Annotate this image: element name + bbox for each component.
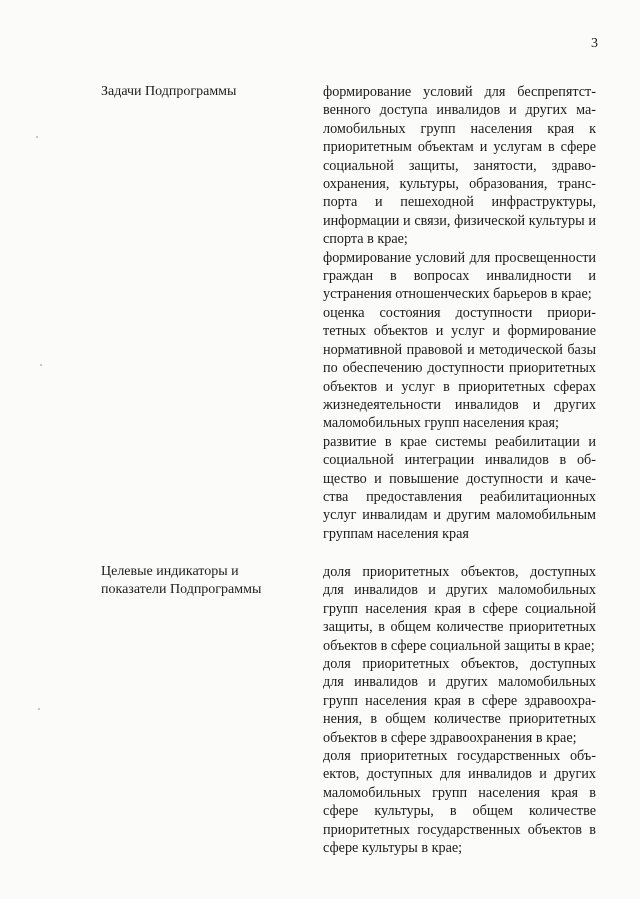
indicator-paragraph: доля приоритетных государственных объектов, доступных для инвалидов и других маломобильных групп населения края в сфере культуры, в общем количестве приоритетных государственных объектов в сфере культуры в крае;	[323, 748, 596, 857]
row-content-tasks	[323, 83, 596, 543]
scan-speck	[40, 364, 42, 366]
task-paragraph: формирование условий для беспрепятственного доступа инвалидов и других маломобильных групп населения края к приоритетным объектам и услугам в сфере социальной защиты, занятости, здравоохранения, культуры, образования, транспорта и пешеходной инфраструктуры, информации и связи, физической культуры и спорта в крае;	[323, 84, 596, 248]
scan-speck	[38, 708, 40, 710]
indicator-paragraph: доля приоритетных объектов, доступных для инвалидов и других маломобильных групп населения края в сфере социальной защиты, в общем количестве приоритетных объектов в сфере социальной защиты в крае;	[323, 564, 596, 654]
task-paragraph: развитие в крае системы реабилитации и социальной интеграции инвалидов в общество и повышение доступности и качества предоставления реабилитационных услуг инвалидам и другим маломобильным группам населения края	[323, 433, 596, 542]
page-number: 3	[591, 36, 598, 51]
row-content-indicators	[323, 563, 596, 858]
row-label-tasks: Задачи Подпрограммы	[101, 84, 237, 99]
task-paragraph: оценка состояния доступности приоритетных объектов и услуг и формирование нормативной правовой и методической базы по обеспечению доступности приоритетных объектов и услуг в приоритетных сферах жизнедеятельности инвалидов и других маломобильных групп населения края;	[323, 304, 596, 432]
task-paragraph: формирование условий для просвещенности граждан в вопросах инвалидности и устранения отношенческих барьеров в крае;	[323, 249, 596, 303]
row-label-indicators: Целевые индикаторы и показатели Подпрограммы	[101, 564, 262, 597]
scan-speck	[36, 136, 38, 138]
indicator-paragraph: доля приоритетных объектов, доступных для инвалидов и других маломобильных групп населения края в сфере здравоохранения, в общем количестве приоритетных объектов в сфере здравоохранения в крае;	[323, 656, 596, 746]
